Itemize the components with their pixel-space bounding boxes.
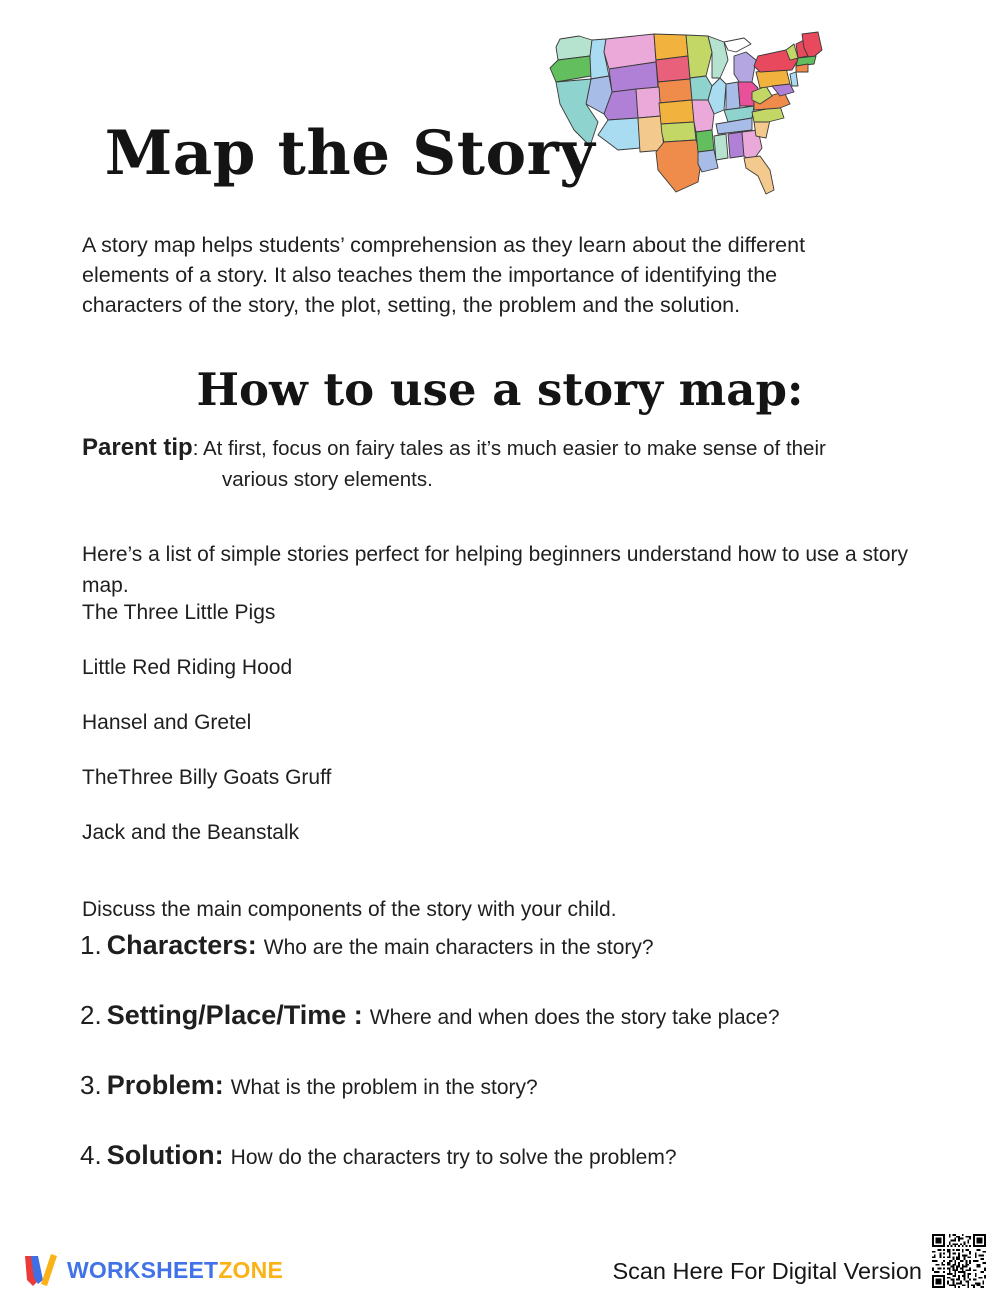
component-row xyxy=(80,1000,940,1070)
list-item: Jack and the Beanstalk xyxy=(82,821,300,844)
list-item: TheThree Billy Goats Gruff xyxy=(82,766,332,789)
component-row xyxy=(80,1070,940,1140)
header-zone xyxy=(0,0,1000,205)
story-list xyxy=(82,600,682,875)
brand-name-primary: WORKSHEET xyxy=(67,1256,219,1283)
intro-paragraph: A story map helps students’ comprehension as they learn about the different elements of a story. It also teaches them the importance of identifying the characters of the story, the plot, setting, the problem and the solution. xyxy=(82,232,806,317)
list-item: Little Red Riding Hood xyxy=(82,656,293,679)
component-number: 4. xyxy=(80,1140,102,1170)
component-description: Who are the main characters in the story? xyxy=(263,936,654,959)
list-item: Hansel and Gretel xyxy=(82,711,252,734)
qr-code[interactable] xyxy=(930,1232,988,1290)
component-description: What is the problem in the story? xyxy=(230,1076,538,1099)
component-number: 3. xyxy=(80,1070,102,1100)
parent-tip-separator: : xyxy=(192,437,199,460)
component-term: Characters: xyxy=(106,930,257,960)
parent-tip-line1: At first, focus on fairy tales as it’s much easier to make sense of their xyxy=(202,437,826,460)
worksheetzone-logo[interactable] xyxy=(24,1248,283,1292)
brand-name-secondary: ZONE xyxy=(218,1256,284,1283)
scan-instruction-text: Scan Here For Digital Version xyxy=(612,1258,922,1284)
parent-tip-label: Parent tip xyxy=(82,434,193,461)
component-description: Where and when does the story take place? xyxy=(369,1006,780,1029)
component-description: How do the characters try to solve the problem? xyxy=(230,1146,677,1169)
story-components-list xyxy=(80,930,940,1210)
parent-tip-line2: various story elements. xyxy=(222,468,433,491)
page-title: Map the Story xyxy=(104,117,596,189)
component-term: Solution: xyxy=(106,1140,224,1170)
parent-tip-block xyxy=(82,432,932,495)
component-term: Setting/Place/Time : xyxy=(106,1000,363,1030)
section-heading: How to use a story map: xyxy=(196,363,804,417)
qr-code-icon xyxy=(932,1234,986,1288)
component-row xyxy=(80,930,940,1000)
component-number: 2. xyxy=(80,1000,102,1030)
component-number: 1. xyxy=(80,930,102,960)
discuss-line: Discuss the main components of the story with your child. xyxy=(82,898,617,921)
brand-name xyxy=(67,1257,283,1284)
lead-paragraph: Here’s a list of simple stories perfect for helping beginners understand how to use a story map. xyxy=(82,543,909,597)
component-term: Problem: xyxy=(106,1070,224,1100)
list-item: The Three Little Pigs xyxy=(82,601,276,624)
component-row xyxy=(80,1140,940,1210)
worksheetzone-mark-icon xyxy=(24,1250,60,1290)
